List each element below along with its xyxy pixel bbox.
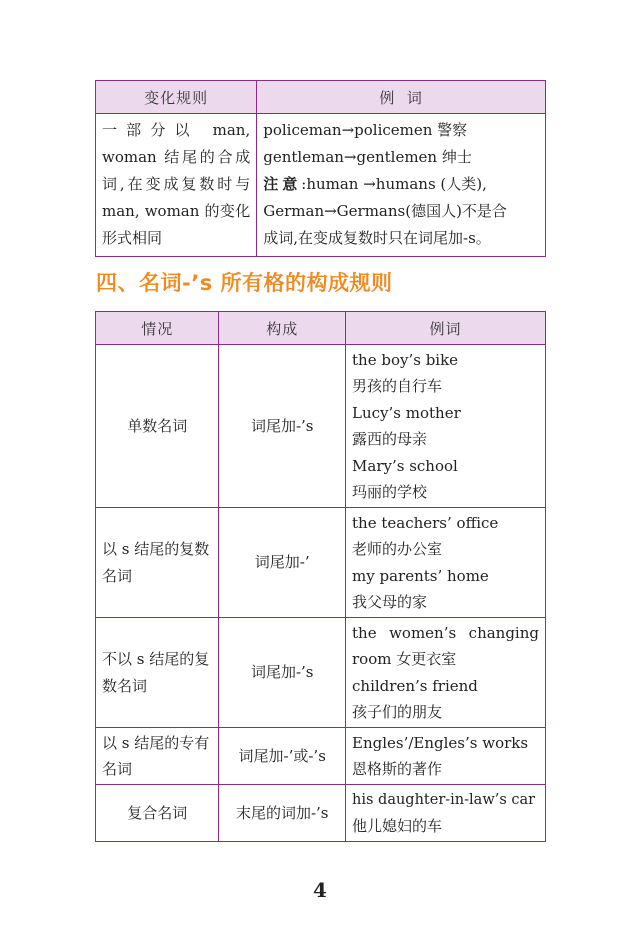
header-formation: 构成 — [219, 312, 346, 345]
formation-cell: 末尾的词加-’s — [219, 785, 346, 842]
example-line: room 女更衣室 — [352, 650, 457, 668]
examples-cell — [257, 114, 546, 257]
rule-cell: 一部分以 man, woman 结尾的合成词,在变成复数时与 man, woman 的变化形式相同 — [96, 114, 257, 257]
note-text: :human →humans (人类), — [301, 175, 487, 193]
note-line — [263, 171, 539, 198]
example-line: his daughter-in-law’s car — [352, 791, 536, 808]
formation-cell: 词尾加-’ — [219, 508, 346, 618]
situation-cell: 以 s 结尾的复数名词 — [96, 508, 219, 618]
example-line: the teachers’ office — [352, 513, 499, 532]
table-row — [96, 618, 546, 728]
example-line: children’s friend — [352, 676, 478, 695]
examples-cell — [346, 785, 546, 842]
examples-cell — [346, 508, 546, 618]
situation-cell: 复合名词 — [96, 785, 219, 842]
table-row — [96, 785, 546, 842]
example-line: Lucy’s mother — [352, 403, 461, 422]
formation-cell: 词尾加-’或-’s — [219, 728, 346, 785]
example-line: 孩子们的朋友 — [352, 703, 443, 721]
example-line: 露西的母亲 — [352, 430, 428, 448]
header-examples: 例 词 — [257, 81, 546, 114]
page-number: 4 — [313, 878, 327, 902]
header-rule: 变化规则 — [96, 81, 257, 114]
examples-cell — [346, 728, 546, 785]
formation-cell: 词尾加-’s — [219, 618, 346, 728]
situation-cell: 以 s 结尾的专有名词 — [96, 728, 219, 785]
table-row — [96, 345, 546, 508]
table-row — [96, 508, 546, 618]
example-line: Engles’/Engles’s works — [352, 733, 529, 752]
example-line: my parents’ home — [352, 566, 489, 585]
table-header-row — [96, 312, 546, 345]
example-line: 老师的办公室 — [352, 540, 443, 558]
examples-cell — [346, 345, 546, 508]
section-title: 四、名词-’s 所有格的构成规则 — [96, 271, 393, 295]
example-line: Mary’s school — [352, 456, 458, 475]
note-line: 成词,在变成复数时只在词尾加-s。 — [263, 229, 491, 247]
note-line: German→Germans(德国人)不是合 — [263, 202, 507, 220]
situation-cell: 单数名词 — [96, 345, 219, 508]
example-line: the boy’s bike — [352, 350, 459, 369]
example-line: 玛丽的学校 — [352, 483, 428, 501]
table-row — [96, 728, 546, 785]
header-examples: 例词 — [346, 312, 546, 345]
possessive-rule-table — [95, 311, 546, 842]
noun-plural-rule-table — [95, 80, 546, 257]
table-header-row — [96, 81, 546, 114]
table-row — [96, 114, 546, 257]
note-label: 注意 — [263, 175, 302, 193]
example-line: 我父母的家 — [352, 593, 428, 611]
header-situation: 情况 — [96, 312, 219, 345]
examples-cell — [346, 618, 546, 728]
example-line: gentleman→gentlemen 绅士 — [263, 148, 472, 166]
example-line: policeman→policemen 警察 — [263, 121, 468, 139]
example-line: the women’s changing — [352, 623, 539, 642]
example-line: 男孩的自行车 — [352, 377, 443, 395]
situation-cell: 不以 s 结尾的复数名词 — [96, 618, 219, 728]
example-line: 他儿媳妇的车 — [352, 817, 443, 835]
formation-cell: 词尾加-’s — [219, 345, 346, 508]
example-line: 恩格斯的著作 — [352, 760, 443, 778]
